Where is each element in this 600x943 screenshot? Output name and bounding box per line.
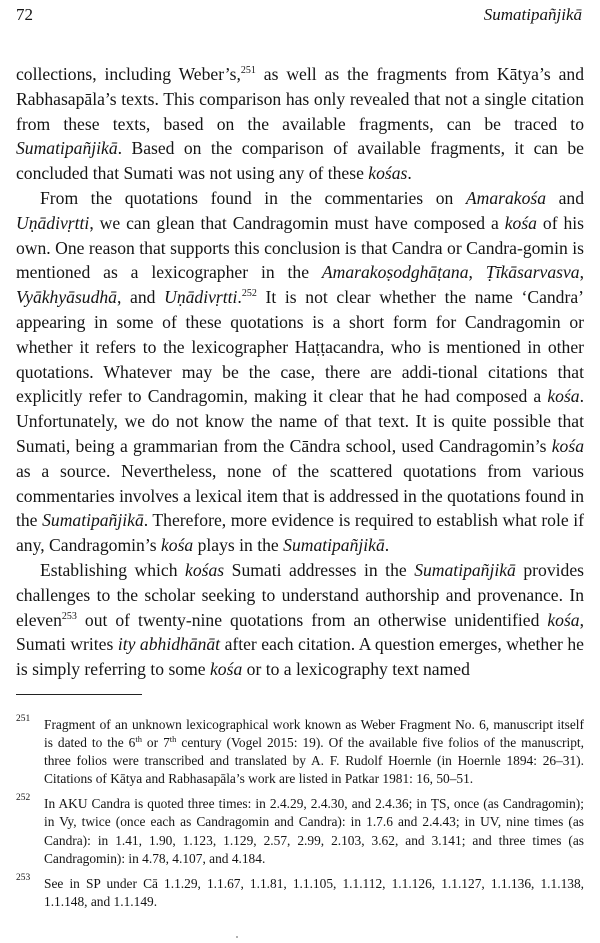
ordinal-suffix: th <box>169 734 177 745</box>
page-number: 72 <box>16 5 33 24</box>
footnote-text: See in SP under Cā 1.1.29, 1.1.67, 1.1.81, 1.1.105, 1.1.112, 1.1.126, 1.1.127, 1.1.136, 1.1.138, 1.1.148, and 1.1.149. <box>44 875 584 909</box>
italic-title: Sumatipañjikā <box>283 535 385 556</box>
text-span: , <box>468 262 486 283</box>
ordinal-suffix: th <box>135 734 142 745</box>
italic-phrase: ity abhidhānāt <box>117 634 221 655</box>
italic-title: Ṭīkāsarvasva <box>485 262 580 283</box>
text-span: and <box>546 187 584 208</box>
text-span: . Unfortunately, we do not know the name of that text. It is quite possible that Sumati, being a grammarian from the Cāndra school, used Candragomin’s <box>16 386 584 456</box>
footnote-separator <box>16 694 142 695</box>
text-span: , we can glean that Candragomin must have composed a <box>89 212 505 233</box>
text-span: , <box>579 262 585 283</box>
footnote-text: Fragment of an unknown lexicographical work known as Weber Fragment No. 6, manuscript itself is dated to the 6 <box>44 717 584 751</box>
text-span: as well as the fragments from Kātya’s and Rabhasapāla’s texts. This comparison has only revealed that not a single citation from these texts, based on the available fragments, can be traced to <box>16 64 585 134</box>
italic-title: Amarakośa <box>465 187 547 208</box>
body-text <box>16 62 584 682</box>
italic-title: Sumatipañjikā <box>414 559 516 580</box>
footnote-number: 251 <box>16 714 31 724</box>
footnote-ref-251[interactable]: 251 <box>240 65 256 76</box>
footnote-251 <box>16 716 584 788</box>
paragraph-1 <box>16 62 584 186</box>
footnote-ref-252[interactable]: 252 <box>241 288 257 300</box>
italic-term: kośa <box>160 535 194 556</box>
footnote-number: 252 <box>16 793 31 804</box>
italic-title: Uṇādivṛtti <box>164 287 238 308</box>
footnote-text: century (Vogel 2015: 19). Of the available five folios of the manuscript, three folios were transcribed and translated by A. F. Rudolf Hoernle (in Hoernle 1894: 26–31). Citations of Kātya and Rabhasapāla’s work are listed in Patkar 1981: 16, 50–51. <box>44 735 584 787</box>
text-span: , Sumati writes <box>16 609 584 655</box>
text-span: . Based on the comparison of available fragments, it can be concluded that Sumati was not using any of these <box>16 138 584 184</box>
footnote-number: 253 <box>16 872 31 883</box>
italic-term: kośa <box>210 659 243 680</box>
italic-term: kośas <box>368 163 408 184</box>
text-span: plays in the <box>193 535 284 556</box>
italic-term: kośa <box>547 386 580 407</box>
footnote-text: In AKU Candra is quoted three times: in 2.4.29, 2.4.30, and 2.4.36; in ṬS, once (as Candragomin); in Vy, twice (once each as Candragomin and Candra): in 1.7.6 and 2.4.43; in UV, nine times (as Candra): in 1.41, 1.90, 1.123, 1.129, 2.57, 2.99, 2.103, 3.62, and 3.141; and three times (as Candragomin): in 4.78, 4.107, and 4.184. <box>44 796 584 866</box>
text-span: Sumati addresses in the <box>224 559 415 580</box>
footnote-253 <box>16 872 584 911</box>
italic-term: kośa <box>551 435 584 456</box>
text-span: of his own. One reason that supports this conclusion is that Candra or Candra-gomin is mentioned as a lexicographer in the <box>16 212 585 283</box>
italic-title: Vyākhyāsudhā <box>16 287 117 308</box>
paragraph-3 <box>16 558 584 682</box>
text-span: . Therefore, more evidence is required to establish what role if any, Candragomin’s <box>16 510 584 556</box>
footnotes <box>16 716 584 918</box>
italic-title: Sumatipañjikā <box>42 510 144 531</box>
text-span: as a source. Nevertheless, none of the scattered quotations from various commentaries involves a lexical item that is addressed in the quotations found in the <box>16 460 584 531</box>
text-span: , and <box>116 287 165 308</box>
text-span: . <box>384 535 390 556</box>
text-span: out of twenty-nine quotations from an otherwise unidentified <box>76 609 548 630</box>
running-head <box>16 3 582 27</box>
text-span: . <box>237 287 242 308</box>
footnote-ref-253[interactable]: 253 <box>61 610 77 622</box>
text-span: . <box>407 163 412 184</box>
italic-title: Amarakoṣodghāṭana <box>321 262 469 283</box>
italic-term: kośa <box>504 212 537 233</box>
running-title: Sumatipañjikā <box>483 5 582 24</box>
italic-term: kośas <box>185 559 225 580</box>
text-span: provides challenges to the scholar seeking to understand authorship and provenance. In eleven <box>16 559 584 630</box>
italic-title: Uṇādivṛtti <box>16 212 90 233</box>
text-span: It is not clear whether the name ‘Candra’ appearing in some of these quotations is a short form for Candragomin or whether it refers to the lexicographer Haṭṭacandra, who is mentioned in other quotations. Whatever may be the case, there are addi-tional citations that explicitly refer to Candragomin, making it clear that he had composed a <box>16 287 584 407</box>
footnote-252 <box>16 795 584 867</box>
text-span: or to a lexicography text named <box>242 659 470 680</box>
text-span: Establishing which <box>40 559 186 580</box>
italic-term: kośa <box>547 609 580 630</box>
text-span: collections, including Weber’s, <box>16 64 241 84</box>
text-span: From the quotations found in the commentaries on <box>40 187 466 208</box>
footnote-text: or 7 <box>141 735 170 751</box>
italic-title: Sumatipañjikā <box>16 138 118 159</box>
paragraph-2 <box>16 186 584 558</box>
scan-speck <box>236 936 238 938</box>
text-span: after each citation. A question emerges, whether he is simply referring to some <box>16 634 584 680</box>
